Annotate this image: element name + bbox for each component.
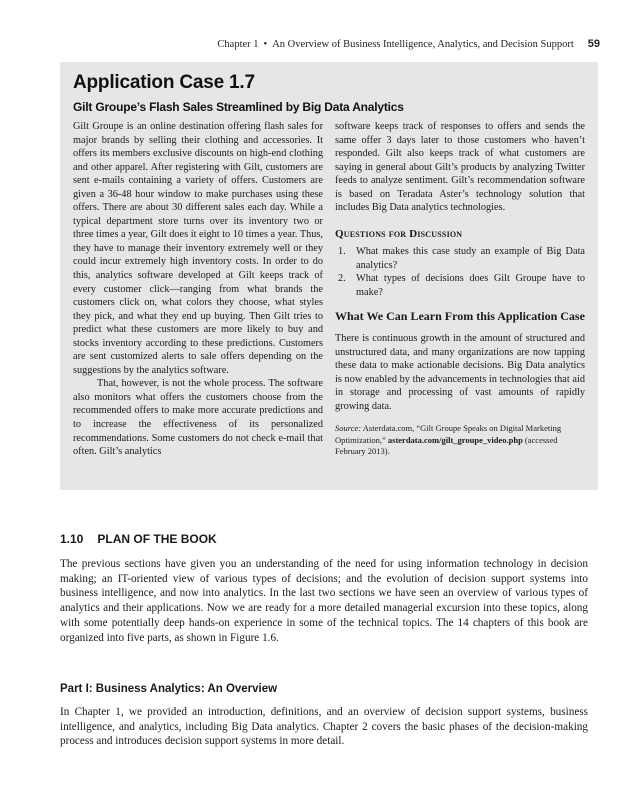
case-left-column	[73, 120, 323, 459]
source-citation	[335, 423, 585, 458]
case-title: Application Case 1.7	[73, 72, 255, 93]
question-number: 1.	[338, 246, 346, 258]
chapter-label: Chapter 1	[217, 39, 259, 50]
question-text: What types of decisions does Gilt Groupe have to make?	[356, 273, 585, 299]
questions-heading: Questions for Discussion	[335, 227, 463, 240]
learn-heading: What We Can Learn From this Application Case	[335, 308, 585, 323]
source-label: Source:	[335, 423, 362, 434]
part-paragraph: In Chapter 1, we provided an introduction, definitions, and an overview of decision support systems, business intelligence, and analytics, including Big Data analytics. Chapter 2 covers the basic phases of the decision-making process and introduces decision support systems in more detail.	[60, 706, 588, 748]
application-case-box	[60, 62, 598, 490]
section-paragraph: The previous sections have given you an understanding of the need for using information technology in decision making; an IT-oriented view of various types of decisions; and the evolution of decision support systems into business intelligence, and now into analytics. In the last two sections we have seen an overview of various types of analytics and their applications. Now we are ready for a more detailed managerial excursion into these topics, along with some potentially deep hands-on experience in some of the technical topics. The 14 chapters of this book are organized into five parts, as shown in Figure 1.6.	[60, 558, 588, 644]
source-text: Asterdata.com, “Gilt Groupe Speaks on Digital Marketing Optimization,”	[335, 423, 562, 445]
question-item	[335, 272, 585, 299]
page-number: 59	[587, 38, 600, 50]
chapter-title: An Overview of Business Intelligence, Analytics, and Decision Support	[272, 39, 574, 50]
case-paragraph-1: Gilt Groupe is an online destination offering flash sales for major brands by selling their clothing and accessories. It offers its members exclusive discounts on high-end clothing and other apparel. After registering with Gilt, customers are sent e-mails containing a variety of offers. Customers are given a 36-48 hour window to make purchases using these offers. There are about 30 different sales each day. While a typical department store turns over its inventory two or three times a year, Gilt does it eight to 10 times a year. Thus, they have to manage their inventory extremely well or they could incur extremely high inventory costs. In order to do this, analytics software developed at Gilt keeps track of every customer click—ranging from what brands the customers click on, what colors they choose, what styles they pick, and what they end up buying. Then Gilt tries to predict what these customers are more likely to buy and stocks inventory according to these predictions. Customers are sent customized alerts to sale offers depending on the suggestions by the analytics software.	[73, 121, 323, 376]
running-header	[60, 38, 600, 50]
case-paragraph-2: That, however, is not the whole process. The software also monitors what offers the customers choose from the recommended offers to make more accurate predictions and to increase the effectiveness of its personalized recommendations. Some customers do not check e-mail that often. Gilt’s analytics	[73, 378, 323, 458]
learn-paragraph: There is continuous growth in the amount of structured and unstructured data, and many organizations are now tapping these data to make actionable decisions. Big Data analytics is now enabled by the advancements in technologies that aid in storage and processing of vast amounts of rapidly growing data.	[335, 333, 585, 412]
source-suffix: (accessed February 2013).	[335, 434, 558, 457]
questions-list	[335, 245, 585, 299]
question-number: 2.	[338, 273, 346, 285]
section-title: PLAN OF THE BOOK	[97, 532, 217, 546]
case-columns	[73, 120, 586, 459]
question-item	[335, 245, 585, 272]
case-paragraph-3: software keeps track of responses to offers and sends the same offer 3 days later to those customers who haven’t responded. Gilt also keeps track of what customers are saying in general about Gilt’s products by analyzing Twitter feeds to analyze sentiment. Gilt’s recommendation software is based on Teradata Aster’s technology solution that includes Big Data analytics technologies.	[335, 121, 585, 214]
part-heading: Part I: Business Analytics: An Overview	[60, 683, 278, 695]
source-url: asterdata.com/gilt_groupe_video.php	[387, 434, 523, 445]
section-number: 1.10	[60, 532, 84, 546]
question-text: What makes this case study an example of Big Data analytics?	[356, 246, 585, 271]
header-separator: •	[263, 39, 268, 50]
section-heading	[60, 532, 600, 546]
case-right-column	[335, 120, 585, 459]
case-subtitle: Gilt Groupe’s Flash Sales Streamlined by Big Data Analytics	[73, 100, 404, 114]
